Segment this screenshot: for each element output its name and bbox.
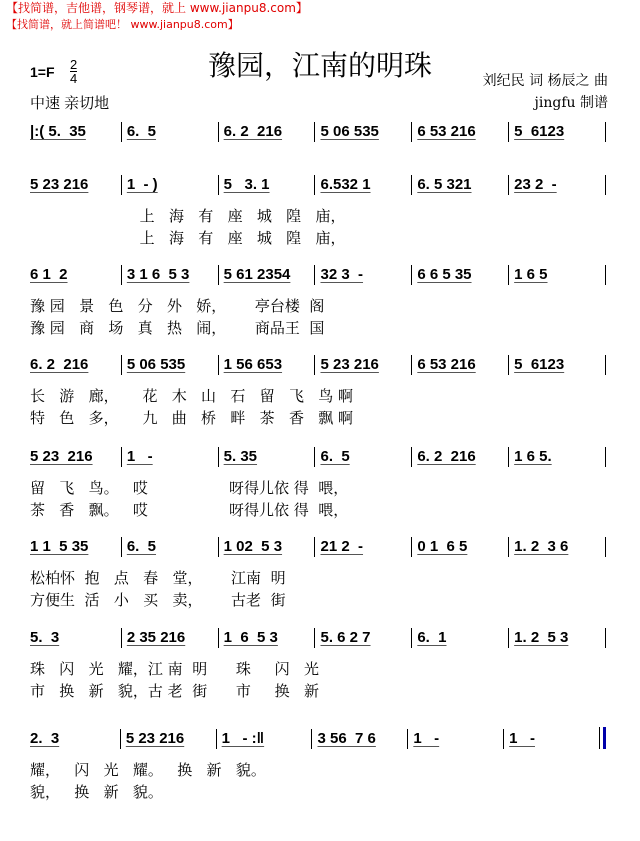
- measure: 1 6 5.: [508, 447, 605, 467]
- barline: [599, 727, 606, 749]
- measure: 6. 2 216: [411, 447, 508, 467]
- lyric-line: 上 海 有 座 城 隍 庙，: [30, 229, 346, 247]
- measure: 1 02 5 3: [218, 537, 315, 557]
- measure: 6. 5 321: [411, 175, 508, 195]
- lyric-line: 方便生 活 小 买 卖， 古老 街: [30, 591, 286, 609]
- lyric-line: 豫 园 景 色 分 外 娇， 亭台楼 阁: [30, 297, 325, 315]
- measure: 1 -: [503, 729, 599, 749]
- measure: 1 56 653: [218, 355, 315, 375]
- time-sig-bottom: 4: [70, 71, 78, 86]
- measure: 1. 2 3 6: [508, 537, 605, 557]
- barline: [605, 447, 606, 467]
- measure: 1. 2 5 3: [508, 628, 605, 648]
- measure: 5 06 535: [314, 122, 411, 142]
- measure: 1 6 5 3: [218, 628, 315, 648]
- measure: 6.532 1: [314, 175, 411, 195]
- measure: 6. 5: [314, 447, 411, 467]
- barline: [605, 122, 606, 142]
- measure: 6. 1: [411, 628, 508, 648]
- barline: [605, 628, 606, 648]
- measure: 6. 2 216: [30, 356, 89, 373]
- measure: 6. 5: [121, 537, 218, 557]
- lyric-line: 长 游 廊， 花 木 山 石 留 飞 鸟 啊: [30, 387, 354, 405]
- measure: 6 53 216: [411, 122, 508, 142]
- measure: 3 1 6 5 3: [121, 265, 218, 285]
- lyric-line: 豫 园 商 场 真 热 闹， 商品王 国: [30, 319, 325, 337]
- measure: 6 6 5 35: [411, 265, 508, 285]
- measure: 3 56 7 6: [311, 729, 407, 749]
- measure: 1 -: [407, 729, 503, 749]
- staff-system: [30, 173, 606, 195]
- measure: 5. 3: [30, 629, 60, 646]
- staff-system: [30, 263, 606, 285]
- staff-system: [30, 445, 606, 467]
- time-sig-top: 2: [70, 57, 78, 72]
- measure: 1 - :‖: [216, 729, 312, 749]
- measure: 5 6123: [508, 355, 605, 375]
- lyric-line: 珠 闪 光 耀，江 南 明 珠 闪 光: [30, 660, 319, 678]
- watermark: 【找简谱，吉他谱，钢琴谱，就上 www.jianpu8.com】: [6, 1, 308, 15]
- staff-system: [30, 353, 606, 375]
- measure: |:( 5. 35: [30, 123, 86, 140]
- lyric-line: 耀， 闪 光 耀。 换 新 貌。: [30, 761, 266, 779]
- staff-system: [30, 120, 606, 142]
- watermark: 【找简谱，就上简谱吧！ www.jianpu8.com】: [6, 18, 239, 31]
- measure: 6. 5: [121, 122, 218, 142]
- measure: 6 1 2: [30, 266, 68, 283]
- measure: 5 23 216: [30, 176, 89, 193]
- measure: 5 23 216: [314, 355, 411, 375]
- staff-system: [30, 727, 606, 749]
- staff-system: [30, 626, 606, 648]
- time-signature: [70, 58, 77, 85]
- measure: 5 23 216: [30, 448, 93, 465]
- measure: 5 6123: [508, 122, 605, 142]
- measure: 5. 35: [218, 447, 315, 467]
- measure: 21 2 -: [314, 537, 411, 557]
- measure: 5. 6 2 7: [314, 628, 411, 648]
- credits-authors: 刘纪民 词 杨辰之 曲: [482, 73, 608, 89]
- measure: 5 3. 1: [218, 175, 315, 195]
- measure: 1 1 5 35: [30, 538, 89, 555]
- measure: 23 2 -: [508, 175, 605, 195]
- barline: [605, 265, 606, 285]
- barline: [605, 537, 606, 557]
- credits-transcriber: jingfu 制谱: [534, 95, 608, 111]
- barline: [605, 175, 606, 195]
- measure: 2. 3: [30, 730, 60, 747]
- measure: 1 -: [121, 447, 218, 467]
- lyric-line: 茶 香 飘。 哎 呀得儿依 得 喂，: [30, 501, 349, 519]
- lyric-line: 上 海 有 座 城 隍 庙，: [30, 207, 346, 225]
- key-signature: 1=F: [30, 64, 55, 80]
- measure: 0 1 6 5: [411, 537, 508, 557]
- measure: 6. 2 216: [218, 122, 315, 142]
- measure: 1 6 5: [508, 265, 605, 285]
- staff-system: [30, 535, 606, 557]
- lyric-line: 留 飞 鸟。 哎 呀得儿依 得 喂，: [30, 479, 349, 497]
- lyric-line: 市 换 新 貌，古 老 街 市 换 新: [30, 682, 319, 700]
- measure: 1 - ): [121, 175, 218, 195]
- tempo-marking: 中速 亲切地: [30, 95, 110, 112]
- barline: [605, 355, 606, 375]
- lyric-line: 松柏怀 抱 点 春 堂， 江南 明: [30, 569, 286, 587]
- lyric-line: 特 色 多， 九 曲 桥 畔 茶 香 飘 啊: [30, 409, 354, 427]
- measure: 5 23 216: [120, 729, 216, 749]
- measure: 6 53 216: [411, 355, 508, 375]
- lyric-line: 貌， 换 新 貌。: [30, 783, 163, 801]
- measure: 5 61 2354: [218, 265, 315, 285]
- measure: 32 3 -: [314, 265, 411, 285]
- measure: 2 35 216: [121, 628, 218, 648]
- measure: 5 06 535: [121, 355, 218, 375]
- song-title: 豫园，江南的明珠: [207, 49, 432, 82]
